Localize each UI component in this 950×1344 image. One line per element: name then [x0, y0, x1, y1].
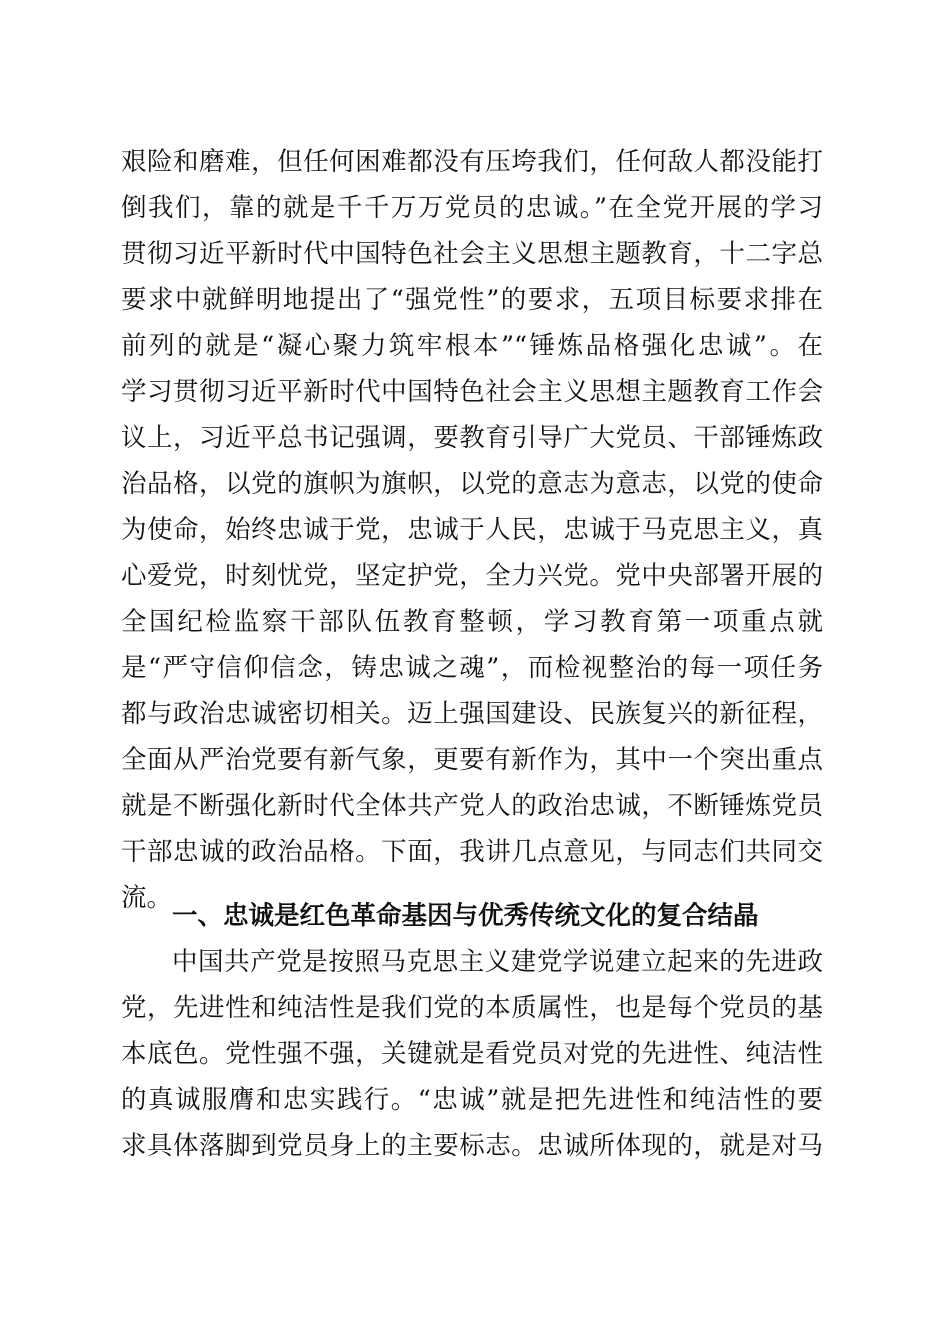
text-line: 议上，习近平总书记强调，要教育引导广大党员、干部锤炼政	[121, 423, 823, 453]
text-line: 前列的就是“凝心聚力筑牢根本”“锤炼品格强化忠诚”。在	[121, 331, 823, 361]
text-line: 为使命，始终忠诚于党，忠诚于人民，忠诚于马克思主义，真	[121, 515, 823, 545]
text-line: 贯彻习近平新时代中国特色社会主义思想主题教育，十二字总	[121, 239, 823, 269]
section-heading: 一、忠诚是红色革命基因与优秀传统文化的复合结晶	[172, 901, 759, 931]
text-line: 是“严守信仰信念，铸忠诚之魂”，而检视整治的每一项任务	[121, 653, 823, 683]
text-line: 学习贯彻习近平新时代中国特色社会主义思想主题教育工作会	[121, 377, 823, 407]
text-line: 的真诚服膺和忠实践行。“忠诚”就是把先进性和纯洁性的要	[121, 1085, 823, 1115]
text-line: 就是不断强化新时代全体共产党人的政治忠诚，不断锤炼党员	[121, 791, 823, 821]
text-line: 干部忠诚的政治品格。下面，我讲几点意见，与同志们共同交	[121, 837, 823, 867]
text-line: 心爱党，时刻忧党，坚定护党，全力兴党。党中央部署开展的	[121, 561, 823, 591]
text-line: 求具体落脚到党员身上的主要标志。忠诚所体现的，就是对马	[121, 1131, 823, 1161]
text-line: 要求中就鲜明地提出了“强党性”的要求，五项目标要求排在	[121, 285, 823, 315]
text-line: 倒我们，靠的就是千千万万党员的忠诚。”在全党开展的学习	[121, 193, 823, 223]
text-line: 治品格，以党的旗帜为旗帜，以党的意志为意志，以党的使命	[121, 469, 823, 499]
section-1	[121, 893, 823, 1169]
text-line: 艰险和磨难，但任何困难都没有压垮我们，任何敌人都没能打	[121, 147, 823, 177]
text-line: 全国纪检监察干部队伍教育整顿，学习教育第一项重点就	[121, 607, 823, 637]
text-line: 流。	[121, 883, 173, 913]
paragraph-1	[121, 139, 823, 921]
text-line: 都与政治忠诚密切相关。迈上强国建设、民族复兴的新征程，	[121, 699, 823, 729]
text-line: 中国共产党是按照马克思主义建党学说建立起来的先进政	[172, 947, 823, 977]
text-line: 全面从严治党要有新气象，更要有新作为，其中一个突出重点	[121, 745, 823, 775]
text-line: 本底色。党性强不强，关键就是看党员对党的先进性、纯洁性	[121, 1039, 823, 1069]
text-line: 党，先进性和纯洁性是我们党的本质属性，也是每个党员的基	[121, 993, 823, 1023]
